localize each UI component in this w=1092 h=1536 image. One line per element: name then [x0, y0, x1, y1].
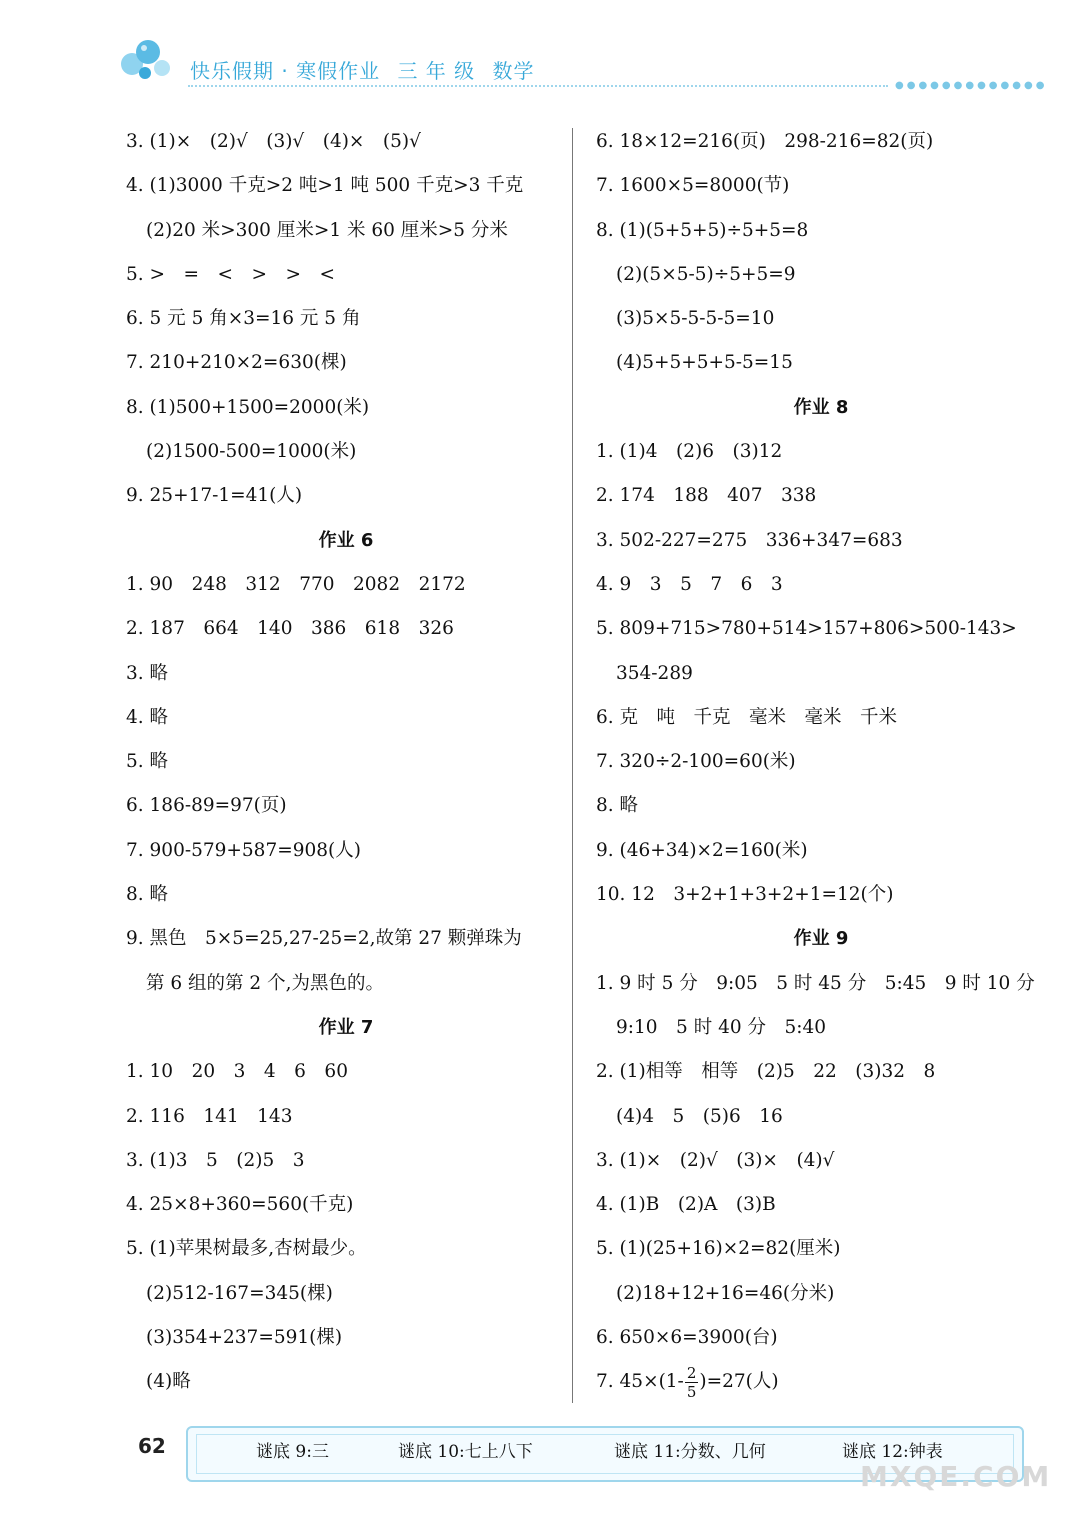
- answer-line: 9. 25+17-1=41(人): [126, 485, 303, 507]
- riddle-answer-10: 谜底 10:七上八下: [398, 1442, 533, 1462]
- answer-line: 1. 9 时 5 分 9:05 5 时 45 分 5:45 9 时 10 分: [596, 972, 1035, 994]
- answer-continuation: (3)354+237=591(棵): [146, 1327, 343, 1349]
- subject-label: 数学: [492, 59, 535, 83]
- riddle-answer-11: 谜底 11:分数、几何: [614, 1442, 766, 1462]
- section-heading: 作业 6: [318, 529, 374, 551]
- answer-line: 5. 809+715>780+514>157+806>500-143>: [596, 618, 1017, 640]
- page-footer: [0, 1420, 1092, 1536]
- answer-line: 8. 略: [126, 884, 169, 906]
- answer-line: 3. (1)3 5 (2)5 3: [126, 1149, 305, 1171]
- answer-continuation: (4)4 5 (5)6 16: [616, 1105, 783, 1127]
- answer-continuation: (4)5+5+5+5-5=15: [616, 352, 793, 374]
- answer-line: 6. 650×6=3900(台): [596, 1327, 778, 1349]
- answer-line: 7. 1600×5=8000(节): [596, 175, 790, 197]
- answer-continuation: 9:10 5 时 40 分 5:40: [616, 1016, 827, 1038]
- section-heading: 作业 7: [318, 1016, 374, 1038]
- book-title: 快乐假期 · 寒假作业: [190, 59, 381, 83]
- section-heading: 作业 9: [793, 928, 849, 950]
- answer-line: 5. (1)苹果树最多,杏树最少。: [126, 1238, 367, 1260]
- riddle-answer-12: 谜底 12:钟表: [842, 1442, 943, 1462]
- answer-line: 2. 116 141 143: [126, 1105, 293, 1127]
- answer-line: 7. 900-579+587=908(人): [126, 839, 361, 861]
- answer-line: 7. 320÷2-100=60(米): [596, 751, 796, 773]
- answer-line: 2. 187 664 140 386 618 326: [126, 618, 454, 640]
- header-dots: ●●●●●●●●●●●●●: [895, 80, 1048, 91]
- answer-line: 8. 略: [596, 795, 639, 817]
- answer-continuation: (3)5×5-5-5-5=10: [616, 308, 775, 330]
- fraction: [685, 1364, 699, 1401]
- answer-line: 8. (1)500+1500=2000(米): [126, 396, 370, 418]
- riddle-answer-9: 谜底 9:三: [256, 1442, 329, 1462]
- answer-line: 2. (1)相等 相等 (2)5 22 (3)32 8: [596, 1061, 936, 1083]
- answer-line: 6. 5 元 5 角×3=16 元 5 角: [126, 308, 361, 330]
- answer-line: 7. 210+210×2=630(棵): [126, 352, 347, 374]
- answer-line: 3. 略: [126, 662, 169, 684]
- answer-continuation: 第 6 组的第 2 个,为黑色的。: [146, 972, 384, 994]
- answer-line: 5. > = < > > <: [126, 263, 336, 285]
- header-title: [190, 55, 545, 84]
- answer-line: 3. 502-227=275 336+347=683: [596, 529, 903, 551]
- answer-continuation: (2)18+12+16=46(分米): [616, 1282, 835, 1304]
- answer-line: 6. 克 吨 千克 毫米 毫米 千米: [596, 706, 898, 728]
- answer-line: 6. 18×12=216(页) 298-216=82(页): [596, 131, 934, 152]
- answer-line: 4. (1)B (2)A (3)B: [596, 1194, 776, 1216]
- answer-continuation: (4)略: [146, 1371, 191, 1393]
- fraction-denominator: 5: [686, 1382, 697, 1401]
- answer-continuation: (2)(5×5-5)÷5+5=9: [616, 263, 796, 285]
- column-divider: [572, 128, 573, 1403]
- bubbles-logo-icon: [118, 38, 178, 82]
- page-header: [0, 0, 1092, 100]
- answer-line: 1. 10 20 3 4 6 60: [126, 1061, 348, 1083]
- answer-continuation: 354-289: [616, 662, 693, 684]
- answer-continuation: (2)1500-500=1000(米): [146, 441, 357, 463]
- answer-line: 5. (1)(25+16)×2=82(厘米): [596, 1238, 841, 1260]
- answer-line: 4. 25×8+360=560(千克): [126, 1194, 354, 1216]
- answer-line: [596, 1360, 1046, 1404]
- fraction-expr-start: 7. 45×(1-: [596, 1371, 684, 1393]
- answer-line: 3. (1)× (2)√ (3)× (4)√: [596, 1149, 835, 1171]
- answer-line: 4. 9 3 5 7 6 3: [596, 573, 783, 595]
- answer-line: 8. (1)(5+5+5)÷5+5=8: [596, 219, 809, 241]
- left-column: [126, 120, 566, 1405]
- grade-label: 三 年 级: [397, 59, 476, 83]
- answer-line: 3. (1)× (2)√ (3)√ (4)× (5)√: [126, 131, 421, 152]
- fraction-numerator: 2: [686, 1363, 697, 1382]
- answer-line: 4. (1)3000 千克>2 吨>1 吨 500 千克>3 千克: [126, 175, 524, 197]
- fraction-expr-end: )=27(人): [699, 1371, 779, 1393]
- answer-line: 5. 略: [126, 751, 169, 773]
- answer-line: 4. 略: [126, 706, 169, 728]
- answer-line: 6. 186-89=97(页): [126, 795, 287, 817]
- answer-line: 1. 90 248 312 770 2082 2172: [126, 573, 466, 595]
- answer-continuation: (2)512-167=345(棵): [146, 1282, 333, 1304]
- answer-continuation: (2)20 米>300 厘米>1 米 60 厘米>5 分米: [146, 219, 508, 241]
- answer-line: 10. 12 3+2+1+3+2+1=12(个): [596, 884, 894, 906]
- section-heading: 作业 8: [793, 396, 849, 418]
- header-rule: [188, 85, 888, 87]
- answer-line: 9. (46+34)×2=160(米): [596, 839, 808, 861]
- answer-line: 1. (1)4 (2)6 (3)12: [596, 441, 783, 463]
- right-column: [596, 120, 1046, 1405]
- page-number: 62: [138, 1434, 166, 1458]
- answer-line: 2. 174 188 407 338: [596, 485, 817, 507]
- answer-line: 9. 黑色 5×5=25,27-25=2,故第 27 颗弹珠为: [126, 928, 522, 950]
- watermark: MXQE.COM: [860, 1460, 1052, 1493]
